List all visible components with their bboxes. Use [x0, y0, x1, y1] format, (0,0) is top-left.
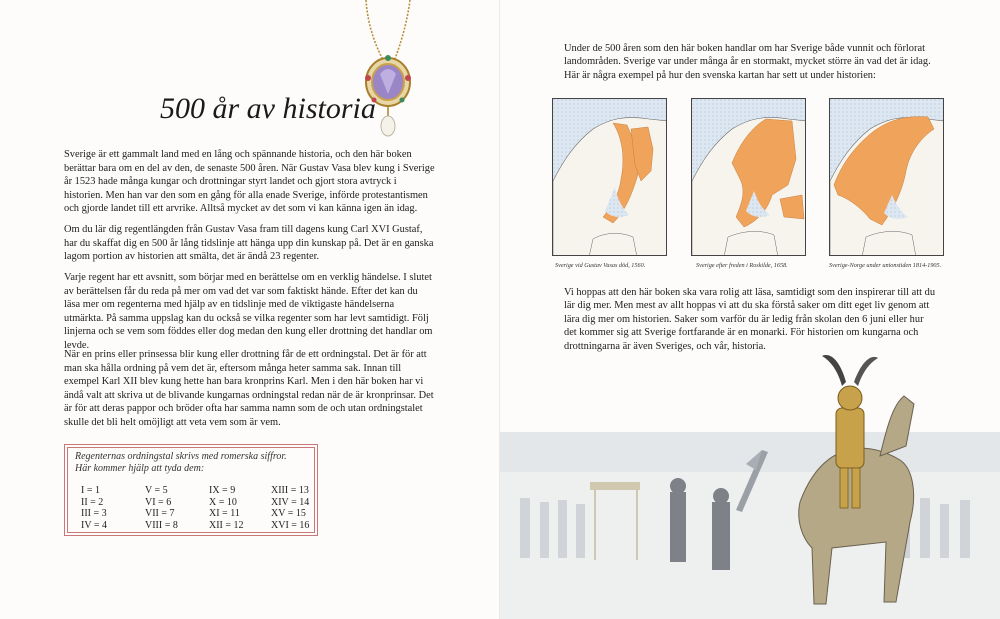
numeral-item: VI = 6 — [145, 496, 172, 508]
map-caption-1658: Sverige efter freden i Roskilde, 1658. — [696, 262, 788, 269]
numeral-item: II = 2 — [81, 496, 104, 508]
numeral-item: IV = 4 — [81, 519, 108, 531]
map-1814-1905 — [829, 98, 944, 256]
numeral-item: IX = 9 — [209, 485, 236, 496]
map-1658 — [691, 98, 806, 256]
map-1560 — [552, 98, 667, 256]
closing-paragraph: Vi hoppas att den här boken ska vara rolig att läsa, samtidigt som den inspirerar till att du lär dig mer. Men mest av allt hoppas vi att du ska förstå saker om ditt eget liv genom att lära dig mer om historien. Saker som varför du är ledig från skolan den 6 juni eller hur det kommer sig att Sverige fortfarande är en monarki. För historien om kungarna och drottningarna är även Sveriges, och vår, historia. — [564, 287, 936, 352]
numeral-item: X = 10 — [209, 496, 237, 508]
numeral-item: XIV = 14 — [271, 496, 310, 508]
numeral-item: XVI = 16 — [271, 519, 310, 531]
structure-paragraph: Varje regent har ett avsnitt, som börjar med en berättelse om en verklig händelse. I slutet av berättelsen får du reda på mer om vad det var som faktiskt hände. Efter det kan du läsa mer om regenterna med hjälp av en tidslinje med de viktigaste händelserna utmärkta. På samma uppslag kan du också se vilka regenter som har levt samtidigt. Följ linjerna och se vem som föddes eller dog medan den kung eller drottning det handlar om levde. — [64, 272, 433, 351]
numeral-item: VII = 7 — [145, 508, 175, 520]
numeral-item: III = 3 — [81, 508, 107, 520]
numeral-column-3 — [209, 485, 244, 531]
numeral-column-1 — [81, 485, 107, 531]
map-caption-1560: Sverige vid Gustav Vasas död, 1560. — [555, 262, 646, 269]
numeral-item: XIII = 13 — [271, 485, 309, 496]
roman-numeral-intro: Regenternas ordningstal skrivs med romerska siffror. Här kommer hjälp att tyda dem: — [75, 451, 287, 474]
intro-paragraph: Sverige är ett gammalt land med en lång och spännande historia, och den här boken berättar bara om en del av den, de senaste 500 åren. När Gustav Vasa blev kung i Sverige år 1523 hade många kungar och drottningar styrt landet och gjort stora avtryck i historien. Men han var den som en gång för alla enade Sverige, införde protestantismen och gjorde landet till ett arvrike. Alltså mycket av det som vi kan känna igen än idag. — [64, 149, 435, 214]
pendant-illustration — [348, 0, 428, 150]
numeral-column-4 — [271, 485, 309, 531]
numeral-item: XII = 12 — [209, 519, 244, 531]
map-caption-1814-1905: Sverige-Norge under unionstiden 1814-1905. — [829, 262, 942, 269]
numeral-item: XI = 11 — [209, 508, 240, 520]
numeral-item: XV = 15 — [271, 508, 306, 520]
maps-intro-paragraph: Under de 500 åren som den här boken handlar om har Sverige både vunnit och förlorat landområden. Sverige var under många år en stormakt, mycket större än vad det är idag. Här är några exempel på hur den svenska kartan har sett ut under historien: — [564, 43, 931, 81]
numeral-item: V = 5 — [145, 485, 168, 496]
procession-illustration — [500, 352, 1000, 619]
numeral-item: I = 1 — [81, 485, 100, 496]
timeline-paragraph: Om du lär dig regentlängden från Gustav Vasa fram till dagens kung Carl XVI Gustaf, har du skaffat dig en 500 år lång tidslinje att hänga upp din kunskap på. Det är en ganska lagom portion av historien att smälta, det är ändå 23 regenter. — [64, 224, 434, 262]
numeral-column-2 — [145, 485, 178, 531]
right-page — [500, 0, 1000, 619]
roman-numeral-box — [64, 444, 318, 536]
numeral-item: VIII = 8 — [145, 519, 178, 531]
ordinal-paragraph: När en prins eller prinsessa blir kung eller drottning får de ett ordningstal. Det är för att man ska hålla ordning på vem det är, eftersom många heter samma sak. Innan till exempel Karl XII blev kung hette han bara kronprins Karl. Men i den här boken har vi ändå valt att skriva ut de blivande kungarnas ordningstal redan när de är kronprinsar. Det är för att deras pappor och bröder ofta har samma namn som de och utan ordningstalet skulle det bli helt omöjligt att veta vem som är vem. — [64, 349, 434, 428]
page-title: 500 år av historia — [160, 92, 376, 125]
